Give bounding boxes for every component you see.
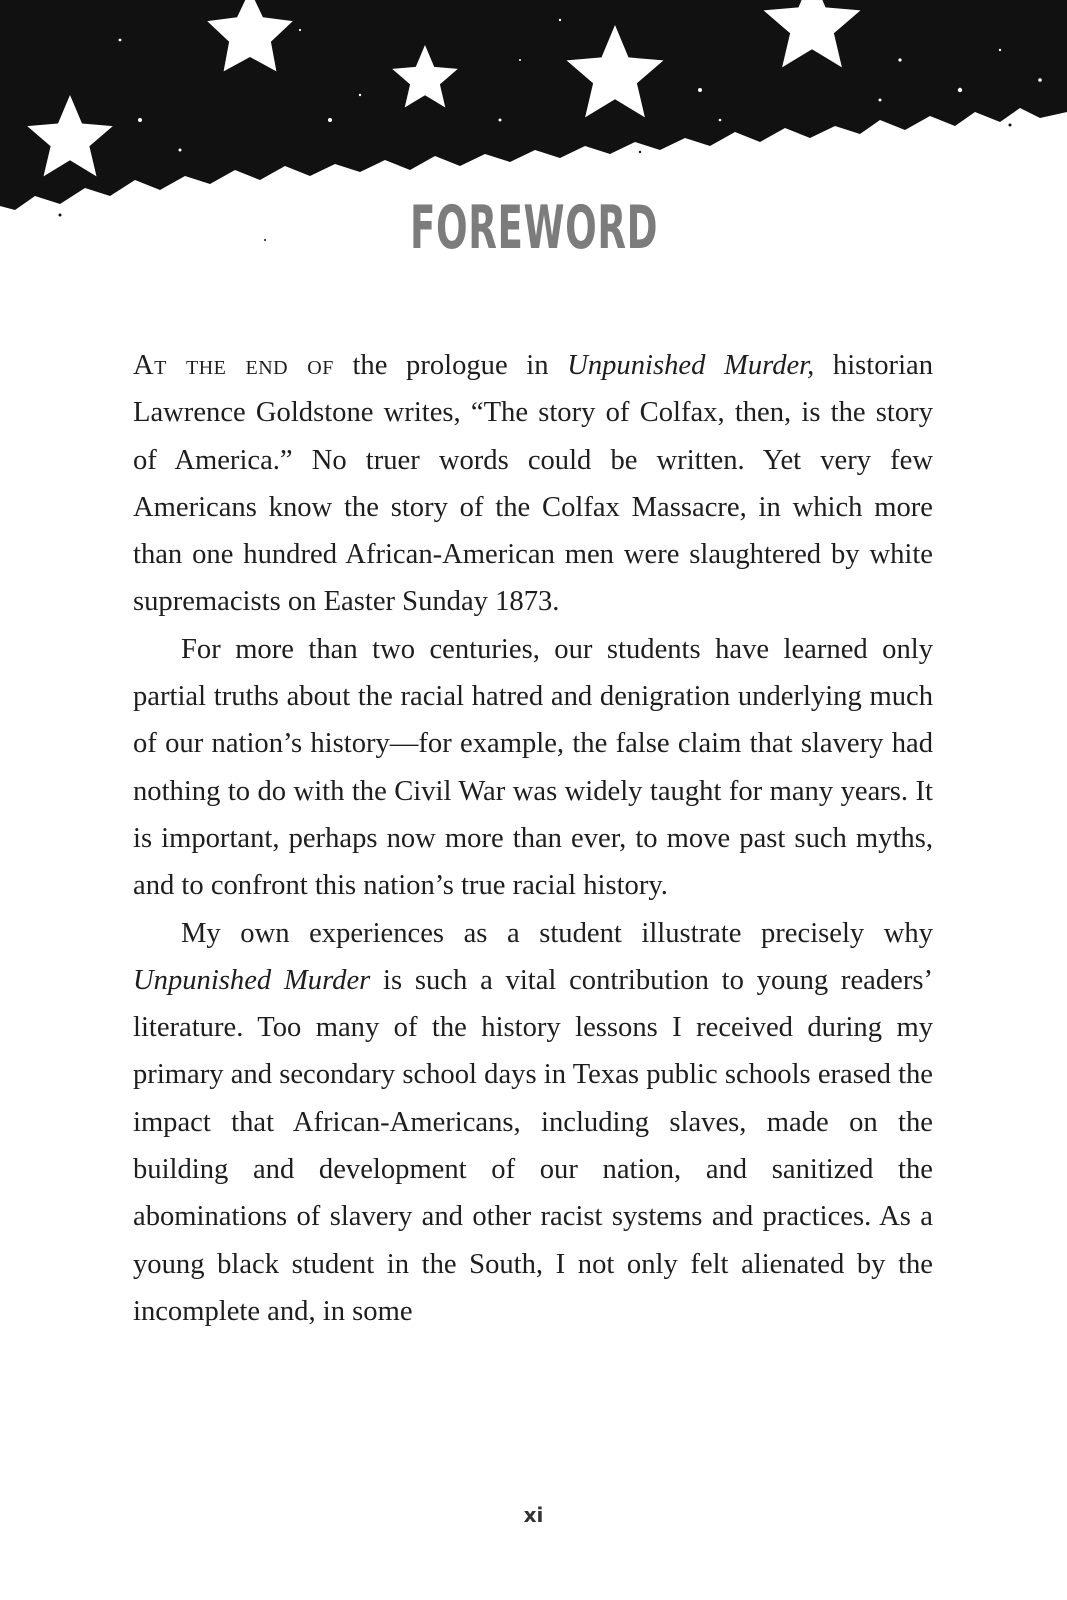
paragraph	[133, 910, 933, 1336]
text-segment: My own experiences as a student illustrate precisely why	[181, 917, 933, 949]
book-title: Unpunished Murder	[133, 964, 371, 996]
chapter-title: FOREWORD	[409, 193, 659, 263]
text-segment: For more than two centuries, our students have learned only partial truths about the racial hatred and denigration underlying much of our nation’s history—for example, the false claim that slavery had nothing to do with the Civil War was widely taught for many years. It is important, perhaps now more than ever, to move past such myths, and to confront this nation’s true racial history.	[133, 633, 933, 902]
text-segment: historian Lawrence Goldstone writes, “The story of Colfax, then, is the story of America.” No truer words could be written. Yet very few Americans know the story of the Colfax Massacre, in which more than one hundred African-American men were slaughtered by white supremacists on Easter Sunday 1873.	[133, 350, 933, 618]
book-title: Unpunished Murder,	[567, 350, 815, 381]
text-segment: the prologue in	[333, 350, 568, 381]
paragraph	[133, 342, 933, 626]
text-segment: is such a vital contribution to young readers’ literature. Too many of the history lessons I received during my primary and secondary school days in Texas public schools erased the impact that African-Americans, including slaves, made on the building and development of our nation, and sanitized the abominations of slavery and other racist systems and practices. As a young black student in the South, I not only felt alienated by the incomplete and, in some	[133, 964, 933, 1327]
paragraph	[133, 626, 933, 910]
lead-in: At the end of	[133, 350, 334, 381]
body-text	[133, 342, 933, 1335]
page-number: xi	[523, 1503, 544, 1527]
